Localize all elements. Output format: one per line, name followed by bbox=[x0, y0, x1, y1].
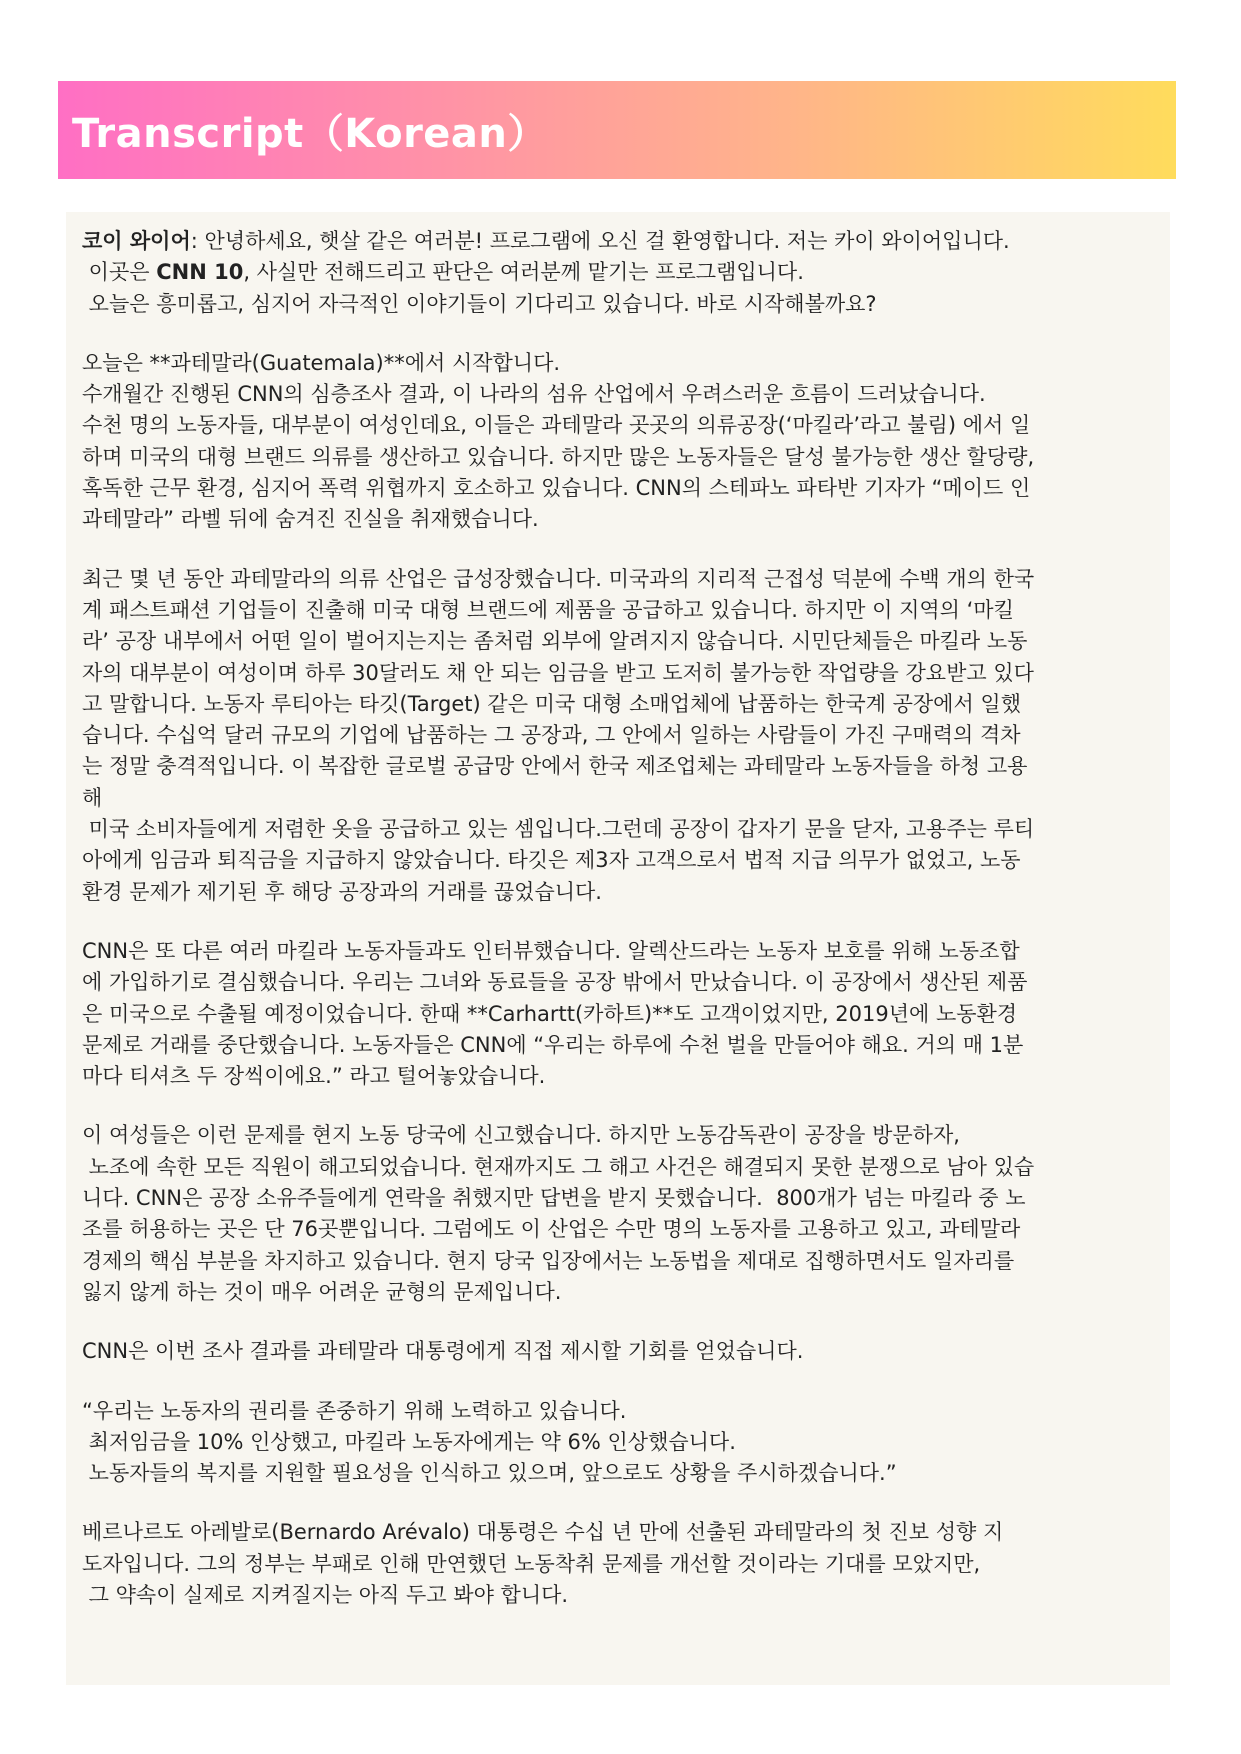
text-fragment: 이곳은 bbox=[82, 260, 157, 285]
text-line: 그 약속이 실제로 지켜질지는 아직 두고 봐야 합니다. bbox=[82, 1582, 569, 1607]
text-line: 이 여성들은 이런 문제를 현지 노동 당국에 신고했습니다. 하지만 노동감독관이 공장을 방문하자, bbox=[82, 1123, 960, 1148]
paragraph-president bbox=[82, 1336, 1156, 1367]
text-line: 경제의 핵심 부분을 차지하고 있습니다. 현지 당국 입장에서는 노동법을 제대로 집행하면서도 일자리를 bbox=[82, 1248, 1015, 1273]
text-line: 조를 허용하는 곳은 단 76곳뿐입니다. 그럼에도 이 산업은 수만 명의 노동자를 고용하고 있고, 과테말라 bbox=[82, 1217, 1021, 1242]
text-line: 최근 몇 년 동안 과테말라의 의류 산업은 급성장했습니다. 미국과의 지리적 근접성 덕분에 수백 개의 한국 bbox=[82, 566, 1035, 591]
text-line: “우리는 노동자의 권리를 존중하기 위해 노력하고 있습니다. bbox=[82, 1398, 627, 1423]
paragraph-guatemala bbox=[82, 348, 1156, 536]
text-line: 는 정말 충격적입니다. 이 복잡한 글로벌 공급망 안에서 한국 제조업체는 과테말라 노동자들을 하청 고용 bbox=[82, 754, 1028, 779]
text-line: 계 패스트패션 기업들이 진출해 미국 대형 브랜드에 제품을 공급하고 있습니다. 하지만 이 지역의 ‘마킬 bbox=[82, 597, 1014, 622]
text-line: 오늘은 흥미롭고, 심지어 자극적인 이야기들이 기다리고 있습니다. 바로 시작해볼까요? bbox=[82, 291, 877, 316]
paragraph-intro bbox=[82, 226, 1156, 320]
text-line: 베르나르도 아레발로(Bernardo Arévalo) 대통령은 수십 년 만에 선출된 과테말라의 첫 진보 성향 지 bbox=[82, 1520, 1004, 1545]
text-line: 최저임금을 10% 인상했고, 마킬라 노동자에게는 약 6% 인상했습니다. bbox=[82, 1429, 736, 1454]
page-title: Transcript（Korean） bbox=[72, 110, 548, 157]
speaker-name: 코이 와이어 bbox=[82, 229, 191, 253]
text-line: 오늘은 **과테말라(Guatemala)**에서 시작합니다. bbox=[82, 350, 561, 375]
text-line: 미국 소비자들에게 저렴한 옷을 공급하고 있는 셈입니다.그런데 공장이 갑자기 문을 닫자, 고용주는 루티 bbox=[82, 817, 1035, 842]
text-line: 고 말합니다. 노동자 루티아는 타깃(Target) 같은 미국 대형 소매업체에 납품하는 한국계 공장에서 일했 bbox=[82, 691, 1021, 716]
text-line: CNN은 이번 조사 결과를 과테말라 대통령에게 직접 제시할 기회를 얻었습니다. bbox=[82, 1339, 804, 1364]
text-line: 노조에 속한 모든 직원이 해고되었습니다. 현재까지도 그 해고 사건은 해결되지 못한 분쟁으로 남아 있습 bbox=[82, 1154, 1035, 1179]
text-line: CNN은 또 다른 여러 마킬라 노동자들과도 인터뷰했습니다. 알렉산드라는 노동자 보호를 위해 노동조합 bbox=[82, 938, 1020, 963]
text-fragment: , 사실만 전해드리고 판단은 여러분께 맡기는 프로그램입니다. bbox=[243, 260, 804, 285]
text-line: 은 미국으로 수출될 예정이었습니다. 한때 **Carhartt(카하트)**도 고객이었지만, 2019년에 노동환경 bbox=[82, 1001, 1018, 1026]
text-line: 잃지 않게 하는 것이 매우 어려운 균형의 문제입니다. bbox=[82, 1279, 562, 1304]
text-line: 문제로 거래를 중단했습니다. 노동자들은 CNN에 “우리는 하루에 수천 벌을 만들어야 해요. 거의 매 1분 bbox=[82, 1032, 1024, 1057]
text-line: 라’ 공장 내부에서 어떤 일이 벌어지는지는 좀처럼 외부에 알려지지 않습니다. 시민단체들은 마킬라 노동 bbox=[82, 629, 1028, 654]
text-line: 니다. CNN은 공장 소유주들에게 연락을 취했지만 답변을 받지 못했습니다. 800개가 넘는 마킬라 중 노 bbox=[82, 1186, 1026, 1211]
text-line: 아에게 임금과 퇴직금을 지급하지 않았습니다. 타깃은 제3자 고객으로서 법적 지급 의무가 없었고, 노동 bbox=[82, 848, 1021, 873]
text-line: 혹독한 근무 환경, 심지어 폭력 위협까지 호소하고 있습니다. CNN의 스테파노 파타반 기자가 “메이드 인 bbox=[82, 476, 1031, 501]
text-line: 수개월간 진행된 CNN의 심층조사 결과, 이 나라의 섬유 산업에서 우려스러운 흐름이 드러났습니다. bbox=[82, 382, 986, 407]
program-name: CNN 10 bbox=[156, 260, 244, 285]
text-line: 에 가입하기로 결심했습니다. 우리는 그녀와 동료들을 공장 밖에서 만났습니다. 이 공장에서 생산된 제품 bbox=[82, 970, 1028, 995]
text-line: 과테말라” 라벨 뒤에 숨겨진 진실을 취재했습니다. bbox=[82, 507, 539, 532]
paragraph-interviews bbox=[82, 936, 1156, 1092]
paragraph-industry bbox=[82, 564, 1156, 908]
text-fragment: : 안녕하세요, 햇살 같은 여러분! 프로그램에 오신 걸 환영합니다. 저는 카이 와이어입니다. bbox=[190, 229, 1010, 253]
text-line bbox=[82, 226, 1156, 257]
text-line: 수천 명의 노동자들, 대부분이 여성인데요, 이들은 과테말라 곳곳의 의류공장(‘마킬라’라고 불림) 에서 일 bbox=[82, 413, 1031, 438]
text-line bbox=[82, 257, 1156, 288]
transcript-panel bbox=[66, 212, 1170, 1685]
text-line: 자의 대부분이 여성이며 하루 30달러도 채 안 되는 임금을 받고 도저히 불가능한 작업량을 강요받고 있다 bbox=[82, 660, 1034, 685]
text-line: 환경 문제가 제기된 후 해당 공장과의 거래를 끊었습니다. bbox=[82, 879, 602, 904]
paragraph-arevalo bbox=[82, 1517, 1156, 1611]
text-line: 습니다. 수십억 달러 규모의 기업에 납품하는 그 공장과, 그 안에서 일하는 사람들이 가진 구매력의 격차 bbox=[82, 723, 1021, 748]
paragraph-quote bbox=[82, 1396, 1156, 1490]
text-line: 하며 미국의 대형 브랜드 의류를 생산하고 있습니다. 하지만 많은 노동자들은 달성 불가능한 생산 할당량, bbox=[82, 444, 1035, 469]
text-line: 해 bbox=[82, 785, 103, 810]
paragraph-union bbox=[82, 1120, 1156, 1308]
title-banner bbox=[58, 81, 1176, 179]
text-line: 노동자들의 복지를 지원할 필요성을 인식하고 있으며, 앞으로도 상황을 주시하겠습니다.” bbox=[82, 1461, 897, 1486]
text-line: 마다 티셔츠 두 장씩이에요.” 라고 털어놓았습니다. bbox=[82, 1064, 546, 1089]
text-line: 도자입니다. 그의 정부는 부패로 인해 만연했던 노동착취 문제를 개선할 것이라는 기대를 모았지만, bbox=[82, 1551, 981, 1576]
